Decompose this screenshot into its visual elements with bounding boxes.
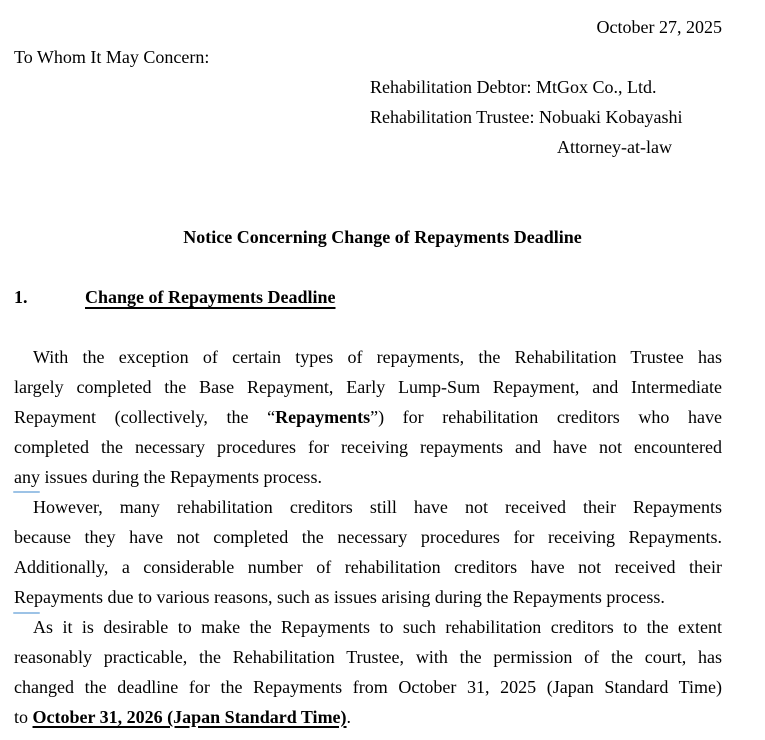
body-text: Repayments due to various reasons, such as issues arising during the Repayments process. <box>14 587 665 607</box>
proofing-underline-Repayments <box>13 612 40 614</box>
section-title: Change of Repayments Deadline <box>85 287 336 307</box>
paragraph-3-line-2 <box>14 642 722 672</box>
section-heading <box>14 282 722 312</box>
body-text: Additionally, a considerable number of rehabilitation creditors have not received their <box>14 557 722 577</box>
paragraph-1-line-1 <box>14 342 722 372</box>
paragraph-2-line-2 <box>14 522 722 552</box>
body-text: any issues during the Repayments process. <box>14 467 322 487</box>
proofing-underline-any <box>13 491 40 493</box>
paragraph-2-line-3 <box>14 552 722 582</box>
trustee-title-line: Attorney-at-law <box>557 137 672 157</box>
body-text: ”) for rehabilitation creditors who have <box>370 407 722 427</box>
emphasized-text: October 31, 2026 (Japan Standard Time) <box>32 707 347 727</box>
document-title: Notice Concerning Change of Repayments Deadline <box>183 227 582 247</box>
paragraph-3-line-3 <box>14 672 722 702</box>
body-text: With the exception of certain types of repayments, the Rehabilitation Trustee has <box>33 347 722 367</box>
letter-date: October 27, 2025 <box>596 17 722 37</box>
paragraph-3-line-4 <box>14 702 722 732</box>
body-text: changed the deadline for the Repayments from October 31, 2025 (Japan Standard Time) <box>14 677 722 697</box>
paragraph-1-line-4 <box>14 432 722 462</box>
section-number: 1. <box>14 287 28 307</box>
paragraph-2-line-4 <box>14 582 722 612</box>
emphasized-text: Repayments <box>275 407 371 427</box>
letter-body <box>14 342 722 732</box>
body-text: As it is desirable to make the Repayments to such rehabilitation creditors to the extent <box>33 617 722 637</box>
body-text: largely completed the Base Repayment, Early Lump-Sum Repayment, and Intermediate <box>14 377 722 397</box>
body-text: reasonably practicable, the Rehabilitation Trustee, with the permission of the court, has <box>14 647 722 667</box>
rehabilitation-debtor-line: Rehabilitation Debtor: MtGox Co., Ltd. <box>370 77 657 97</box>
body-text: to <box>14 707 33 727</box>
body-text: Repayment (collectively, the “ <box>14 407 276 427</box>
paragraph-1-line-3 <box>14 402 722 432</box>
body-text: completed the necessary procedures for receiving repayments and have not encountered <box>14 437 722 457</box>
paragraph-1-line-2 <box>14 372 722 402</box>
body-text: However, many rehabilitation creditors still have not received their Repayments <box>33 497 722 517</box>
salutation: To Whom It May Concern: <box>14 47 210 67</box>
paragraph-2-line-1 <box>14 492 722 522</box>
paragraph-1-line-5 <box>14 462 722 492</box>
body-text: . <box>346 707 352 727</box>
rehabilitation-trustee-line: Rehabilitation Trustee: Nobuaki Kobayashi <box>370 107 683 127</box>
paragraph-3-line-1 <box>14 612 722 642</box>
body-text: because they have not completed the necessary procedures for receiving Repayments. <box>14 527 722 547</box>
